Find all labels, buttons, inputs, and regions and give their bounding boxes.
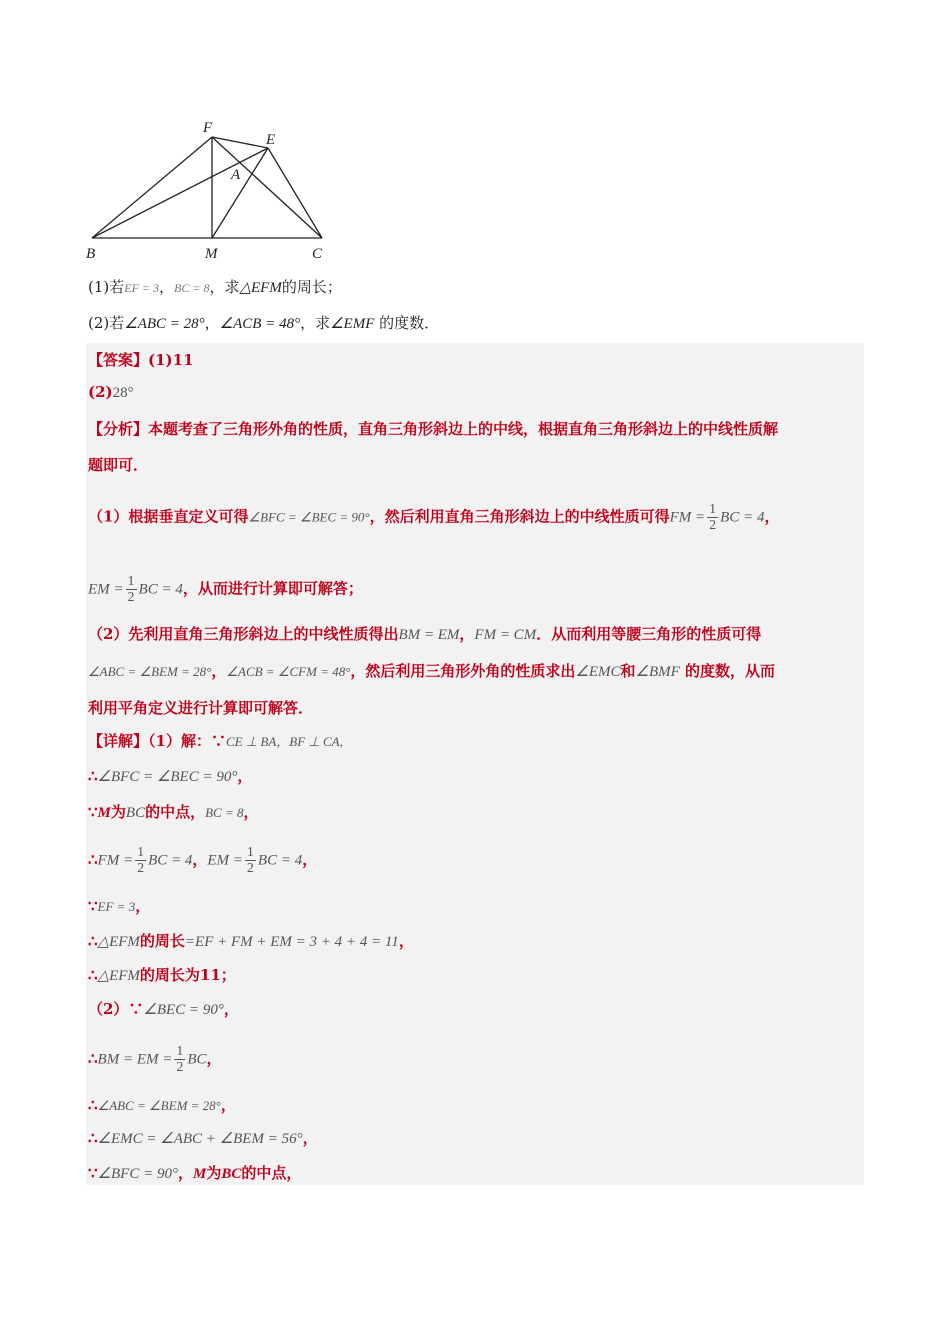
q1-prefix: (1)若	[88, 278, 125, 296]
p2-e: 利用平角定义进行计算即可解答．	[88, 699, 314, 717]
label-c: C	[312, 246, 323, 262]
question-2	[88, 312, 439, 335]
therefore-icon: ∴	[88, 1096, 98, 1114]
d10-end: ，	[220, 1096, 236, 1114]
analysis-p2-line-3	[88, 697, 313, 719]
d6-end: ，	[398, 932, 414, 950]
analysis-p1-line-1	[88, 502, 779, 533]
d12-math: ∠BFC = 90°	[97, 1166, 178, 1182]
d4-em: EM =	[207, 852, 243, 869]
p2-sep-2: ，	[211, 662, 227, 680]
p2-bmem: BM = EM	[398, 627, 460, 643]
therefore-icon: ∴	[88, 1049, 98, 1068]
p2-a: （2）先利用直角三角形斜边上的中线性质得出	[88, 625, 399, 643]
d8-a: （2）∵	[88, 1000, 144, 1018]
detail-line-3	[88, 801, 259, 824]
q1-mid: ，求	[209, 278, 240, 296]
because-icon: ∵	[88, 1164, 98, 1182]
answer-tag: 【答案】	[88, 351, 149, 369]
fraction-denominator: 2	[137, 861, 145, 876]
d9-bc: BC	[187, 1051, 207, 1068]
triangle-diagram	[84, 114, 334, 264]
d2-end: ，	[237, 767, 253, 785]
detail-tag: 【详解】	[88, 732, 149, 750]
answer-2: 28°	[112, 385, 134, 401]
fraction-half	[174, 1044, 185, 1075]
analysis-p1-line-2	[88, 574, 363, 605]
analysis-text-a: 本题考查了三角形外角的性质，直角三角形斜边上的中线，根据直角三角形斜边上的中线性质解	[148, 420, 779, 438]
p1-em: EM =	[88, 581, 124, 598]
label-a: A	[231, 167, 241, 183]
segment-me	[212, 148, 268, 238]
segment-be	[92, 148, 268, 238]
d7-val: 11	[199, 966, 221, 984]
p2-sep: ，	[459, 625, 475, 643]
p2-and: 和	[620, 662, 636, 680]
d3-bc: BC	[125, 805, 146, 821]
q2-mid: ，求	[300, 314, 331, 332]
p2-d: 的度数，从而	[679, 662, 776, 680]
d7-end: ；	[220, 966, 236, 984]
analysis-line-2	[88, 454, 148, 476]
d6-a: 的周长	[139, 932, 185, 950]
d5-math: EF = 3	[97, 899, 136, 914]
p1-b: ，然后利用直角三角形斜边上的中线性质可得	[369, 507, 670, 526]
d12-c: 的中点，	[241, 1164, 302, 1182]
d12-bc: BC	[221, 1166, 242, 1182]
p1-math1: ∠BFC = ∠BEC = 90°	[248, 509, 370, 525]
label-f: F	[203, 120, 213, 136]
therefore-icon: ∴	[88, 850, 98, 869]
fraction-denominator: 2	[127, 590, 135, 605]
d4-sep: ，	[192, 850, 208, 869]
detail-line-6	[88, 930, 414, 953]
d10-math: ∠ABC = ∠BEM = 28°	[97, 1098, 221, 1113]
p1-c: ，从而进行计算即可解答；	[182, 579, 363, 598]
detail-line-4	[88, 845, 317, 876]
q2-abc: ∠ABC = 28°	[124, 316, 205, 332]
d3-end: ，	[243, 803, 259, 821]
d12-m: M	[192, 1166, 207, 1182]
d1-math: CE ⊥ BA，BF ⊥ CA,	[225, 734, 343, 749]
d9-end: ，	[206, 1049, 222, 1068]
p2-c: ，然后利用三角形外角的性质求出	[350, 662, 576, 680]
segment-ec	[268, 148, 322, 238]
d6-tri: △EFM	[97, 934, 140, 950]
p2-math1: ∠ABC = ∠BEM = 28°	[88, 664, 212, 679]
analysis-text-b: 题即可．	[88, 456, 149, 474]
d3-m: M	[97, 805, 111, 821]
d12-a: ，	[177, 1164, 193, 1182]
because-icon: ∵	[88, 803, 98, 821]
therefore-icon: ∴	[88, 767, 98, 785]
d3-math: BC = 8	[205, 805, 244, 820]
fraction-numerator: 1	[246, 845, 254, 860]
p1-em-bc4: BC = 4	[138, 581, 183, 598]
d2-math: ∠BFC = ∠BEC = 90°	[97, 769, 238, 785]
detail-line-10	[88, 1094, 236, 1117]
p2-emc: ∠EMC	[575, 664, 621, 680]
d8-math: ∠BEC = 90°	[143, 1002, 224, 1018]
d8-end: ，	[223, 1000, 239, 1018]
d11-math: ∠EMC = ∠ABC + ∠BEM = 56°	[97, 1131, 303, 1147]
fraction-denominator: 2	[709, 518, 717, 533]
fraction-half	[126, 574, 137, 605]
q2-prefix: (2)若	[88, 314, 125, 332]
d4-em-bc4: BC = 4	[257, 852, 303, 869]
label-m: M	[205, 246, 218, 262]
p2-b: ．从而利用等腰三角形的性质可得	[536, 625, 762, 643]
fraction-half	[707, 502, 718, 533]
p1-fm: FM =	[669, 509, 706, 526]
detail-line-7	[88, 964, 236, 987]
d4-bc4: BC = 4	[148, 852, 193, 869]
q1-sep: ，	[159, 278, 175, 296]
d12-b: 为	[206, 1164, 222, 1182]
detail-line-5	[88, 895, 150, 918]
detail-line-1	[88, 730, 343, 753]
q2-emf: ∠EMF	[330, 316, 375, 332]
q1-bc: BC = 8	[174, 281, 210, 295]
q1-triangle: △EFM	[239, 280, 282, 296]
d5-end: ，	[135, 897, 151, 915]
segment-fe	[212, 137, 268, 148]
fraction-numerator: 1	[137, 845, 145, 860]
detail-line-11	[88, 1127, 318, 1150]
q1-ef: EF = 3	[124, 281, 160, 295]
fraction-numerator: 1	[709, 502, 717, 517]
analysis-p2-line-2	[88, 660, 775, 683]
fraction-denominator: 2	[176, 1060, 184, 1075]
d6-math: =EF + FM + EM = 3 + 4 + 4 = 11	[184, 934, 399, 950]
d3-b: 的中点，	[145, 803, 206, 821]
fraction-half	[245, 845, 256, 876]
answer-line-2	[88, 381, 134, 404]
p1-bc4: BC = 4	[720, 509, 765, 526]
segment-fc	[212, 137, 322, 238]
fraction-half	[135, 845, 146, 876]
fraction-numerator: 1	[176, 1044, 184, 1059]
d7-tri: △EFM	[97, 968, 140, 984]
answer-1: (1)11	[148, 351, 194, 369]
d4-fm: FM =	[97, 852, 134, 869]
d1: （1）解：∵	[148, 732, 226, 750]
q1-suffix: 的周长；	[281, 278, 342, 296]
geometry-figure	[84, 114, 334, 264]
p2-fmcm: FM = CM	[474, 627, 537, 643]
label-e: E	[266, 132, 276, 148]
segment-bf	[92, 137, 212, 238]
d3-a: 为	[110, 803, 126, 821]
detail-line-9	[88, 1044, 222, 1075]
detail-line-12	[88, 1162, 301, 1185]
therefore-icon: ∴	[88, 932, 98, 950]
d9-math: BM = EM =	[97, 1051, 173, 1068]
analysis-p2-line-1	[88, 623, 761, 646]
p1-a: （1）根据垂直定义可得	[88, 507, 249, 526]
therefore-icon: ∴	[88, 966, 98, 984]
therefore-icon: ∴	[88, 1129, 98, 1147]
p2-math2: ∠ACB = ∠CFM = 48°	[226, 664, 351, 679]
p2-bmf: ∠BMF	[635, 664, 680, 680]
q2-acb: ∠ACB = 48°	[219, 316, 301, 332]
answer-line-1	[88, 349, 194, 371]
fraction-denominator: 2	[246, 861, 254, 876]
d4-end: ，	[302, 850, 318, 869]
fraction-numerator: 1	[127, 574, 135, 589]
analysis-tag: 【分析】	[88, 420, 149, 438]
p1-comma: ，	[764, 507, 780, 526]
detail-line-2	[88, 765, 252, 788]
analysis-line-1	[88, 418, 778, 440]
d7-a: 的周长为	[139, 966, 200, 984]
answer-2-prefix: (2)	[88, 383, 113, 401]
detail-line-8	[88, 998, 239, 1021]
d11-end: ，	[302, 1129, 318, 1147]
label-b: B	[86, 246, 96, 262]
question-1	[88, 276, 342, 299]
because-icon: ∵	[88, 897, 98, 915]
q2-suffix: 的度数．	[374, 314, 440, 332]
q2-sep: ，	[204, 314, 220, 332]
